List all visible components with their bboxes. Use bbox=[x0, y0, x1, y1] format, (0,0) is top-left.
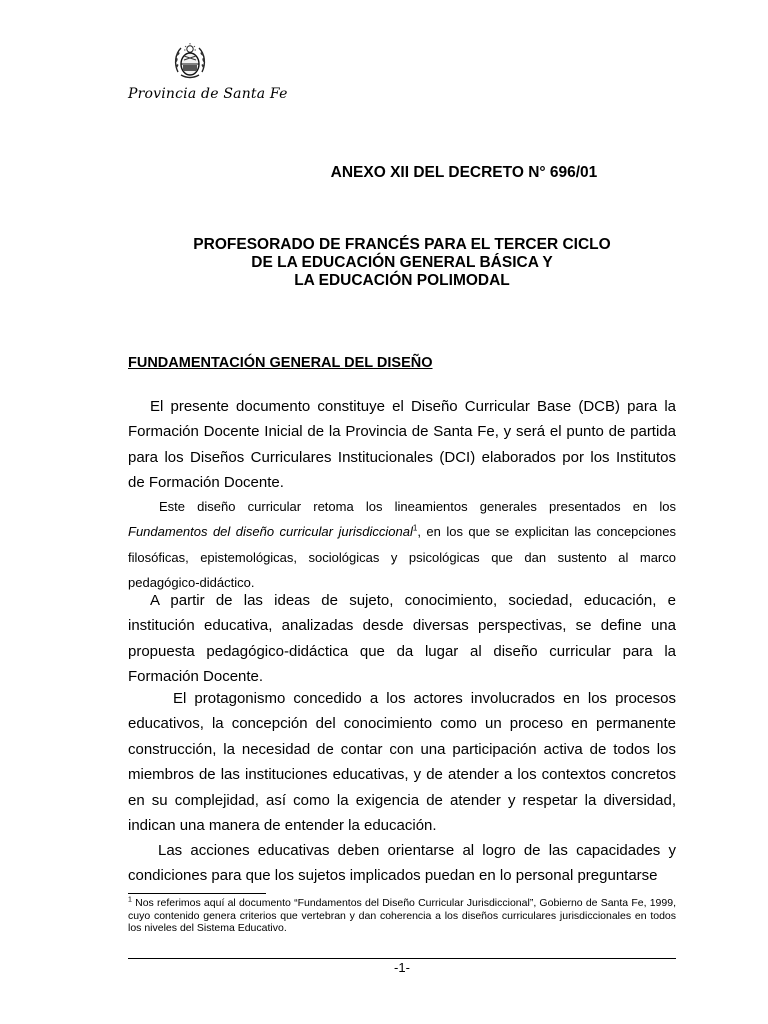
paragraph-2 bbox=[128, 494, 676, 596]
footnote-separator bbox=[128, 893, 266, 894]
province-name: Provincia de Santa Fe bbox=[128, 86, 288, 102]
footnote bbox=[128, 897, 676, 935]
anexo-title: ANEXO XII DEL DECRETO N° 696/01 bbox=[330, 164, 598, 181]
title-line-1: PROFESORADO DE FRANCÉS PARA EL TERCER CICLO bbox=[193, 236, 611, 253]
footnote-text: Nos referimos aquí al documento “Fundamentos del Diseño Curricular Jurisdiccional”, Gobierno de Santa Fe, 1999, cuyo contenido genera criterios que vertebran y dan coherencia a los diseños curriculares jurisdiccionales en todos los niveles del Sistema Educativo. bbox=[128, 897, 676, 935]
document-title bbox=[128, 236, 676, 290]
province-logo bbox=[128, 40, 288, 106]
coat-of-arms-icon bbox=[172, 42, 208, 84]
paragraph-4: El protagonismo concedido a los actores involucrados en los procesos educativos, la concepción del conocimiento como un proceso en permanente construcción, la necesidad de contar con una participación activa de todos los miembros de las instituciones educativas, y de atender a los contextos concretos en su complejidad, así como la exigencia de atender y respetar la diversidad, indican una manera de entender la educación. bbox=[128, 690, 676, 835]
paragraph-5: Las acciones educativas deben orientarse al logro de las capacidades y condiciones para que los sujetos implicados puedan en lo personal preguntarse bbox=[128, 842, 676, 885]
paragraph-1: El presente documento constituye el Diseño Curricular Base (DCB) para la Formación Docente Inicial de la Provincia de Santa Fe, y será el punto de partida para los Diseños Curriculares Institucionales (DCI) elaborados por los Institutos de Formación Docente. bbox=[128, 398, 676, 492]
footnote-ref: 1 bbox=[412, 524, 418, 534]
page-number: -1- bbox=[394, 960, 410, 975]
paragraph-2-italic-title: Fundamentos del diseño curricular jurisdiccional bbox=[128, 524, 413, 540]
footnote-mark: 1 bbox=[128, 896, 132, 904]
paragraph-3: A partir de las ideas de sujeto, conocimiento, sociedad, educación, e institución educativa, analizadas desde diversas perspectivas, se define una propuesta pedagógico-didáctica que da lugar al diseño curricular para la Formación Docente. bbox=[128, 592, 676, 686]
title-line-3: LA EDUCACIÓN POLIMODAL bbox=[294, 272, 510, 289]
paragraph-2-lead: Este diseño curricular retoma los lineamientos generales presentados en los bbox=[159, 499, 676, 514]
paragraph-2-rest: , en los que se explicitan las concepciones filosóficas, epistemológicas, sociológicas y psicológicas que dan sustento al marco pedagógico-didáctico. bbox=[128, 524, 676, 591]
title-line-2: DE LA EDUCACIÓN GENERAL BÁSICA Y bbox=[251, 254, 553, 271]
footer-rule bbox=[128, 958, 676, 959]
section-heading: FUNDAMENTACIÓN GENERAL DEL DISEÑO bbox=[128, 355, 433, 371]
